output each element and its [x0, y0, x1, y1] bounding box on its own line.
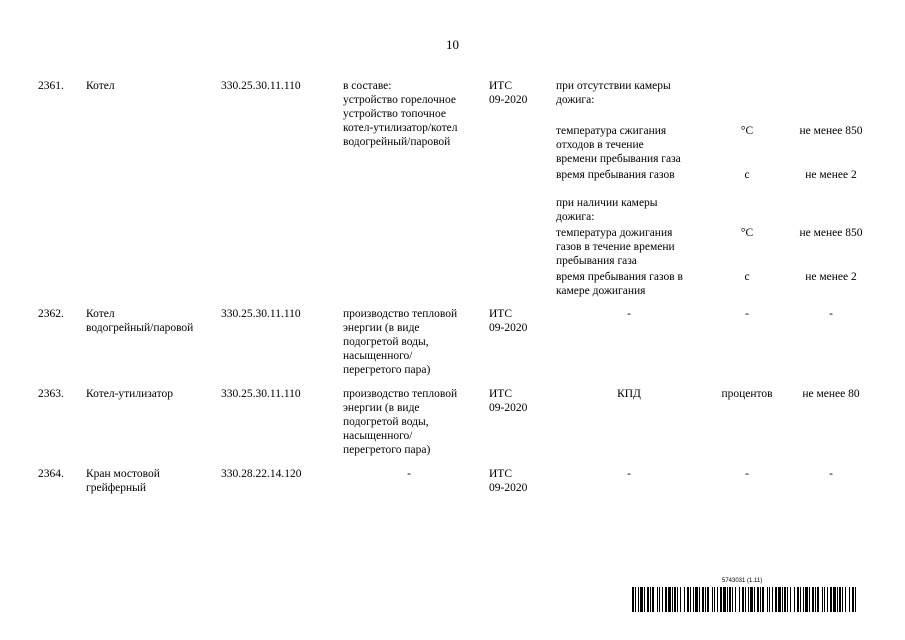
parameter-label: время пребывания газов: [556, 169, 675, 181]
parameter-label: температура дожигания газов в течение времени пребывания газа: [556, 227, 675, 267]
parameter-label: -: [627, 468, 631, 480]
row-number: 2361.: [38, 80, 64, 92]
parameter-value: не менее 2: [805, 271, 857, 283]
parameter-value: не менее 850: [799, 227, 863, 239]
row-reference: ИТС 09-2020: [489, 308, 528, 334]
parameter-value: не менее 80: [802, 388, 860, 400]
row-number: 2363.: [38, 388, 64, 400]
parameter-value: -: [829, 468, 833, 480]
parameter-unit: °С: [740, 125, 754, 137]
parameter-value: -: [829, 308, 833, 320]
row-name: Котел: [86, 80, 115, 92]
row-name: Кран мостовой грейферный: [86, 468, 160, 494]
barcode: [632, 587, 856, 612]
row-code: 330.25.30.11.110: [221, 308, 301, 320]
row-reference: ИТС 09-2020: [489, 80, 528, 106]
parameter-label: КПД: [617, 388, 641, 400]
barcode-code: 5743031 (1.11): [722, 578, 763, 584]
row-description: производство тепловой энергии (в виде подогретой воды, насыщенного/ перегретого пара): [343, 388, 458, 456]
row-number: 2362.: [38, 308, 64, 320]
row-number: 2364.: [38, 468, 64, 480]
row-name: Котел водогрейный/паровой: [86, 308, 194, 334]
row-description: в составе: устройство горелочное устройство топочное котел-утилизатор/котел водогрейный/паровой: [343, 80, 458, 148]
row-reference: ИТС 09-2020: [489, 388, 528, 414]
condition-label: при отсутствии камеры дожига:: [556, 80, 671, 106]
row-reference: ИТС 09-2020: [489, 468, 528, 494]
parameter-value: не менее 2: [805, 169, 857, 181]
row-name: Котел-утилизатор: [86, 388, 173, 400]
row-code: 330.25.30.11.110: [221, 80, 301, 92]
row-code: 330.25.30.11.110: [221, 388, 301, 400]
parameter-value: не менее 850: [799, 125, 863, 137]
parameter-label: время пребывания газов в камере дожигания: [556, 271, 683, 297]
parameter-unit: процентов: [721, 388, 773, 400]
parameter-unit: с: [744, 169, 750, 181]
parameter-unit: -: [745, 468, 749, 480]
parameter-unit: -: [745, 308, 749, 320]
row-code: 330.28.22.14.120: [221, 468, 302, 480]
row-description: производство тепловой энергии (в виде подогретой воды, насыщенного/ перегретого пара): [343, 308, 458, 376]
condition-label: при наличии камеры дожига:: [556, 197, 658, 223]
row-description: -: [407, 468, 411, 480]
parameter-unit: с: [744, 271, 750, 283]
page-number: 10: [446, 37, 459, 52]
parameter-label: -: [627, 308, 631, 320]
parameter-unit: °С: [740, 227, 754, 239]
parameter-label: температура сжигания отходов в течение времени пребывания газа: [556, 125, 681, 165]
